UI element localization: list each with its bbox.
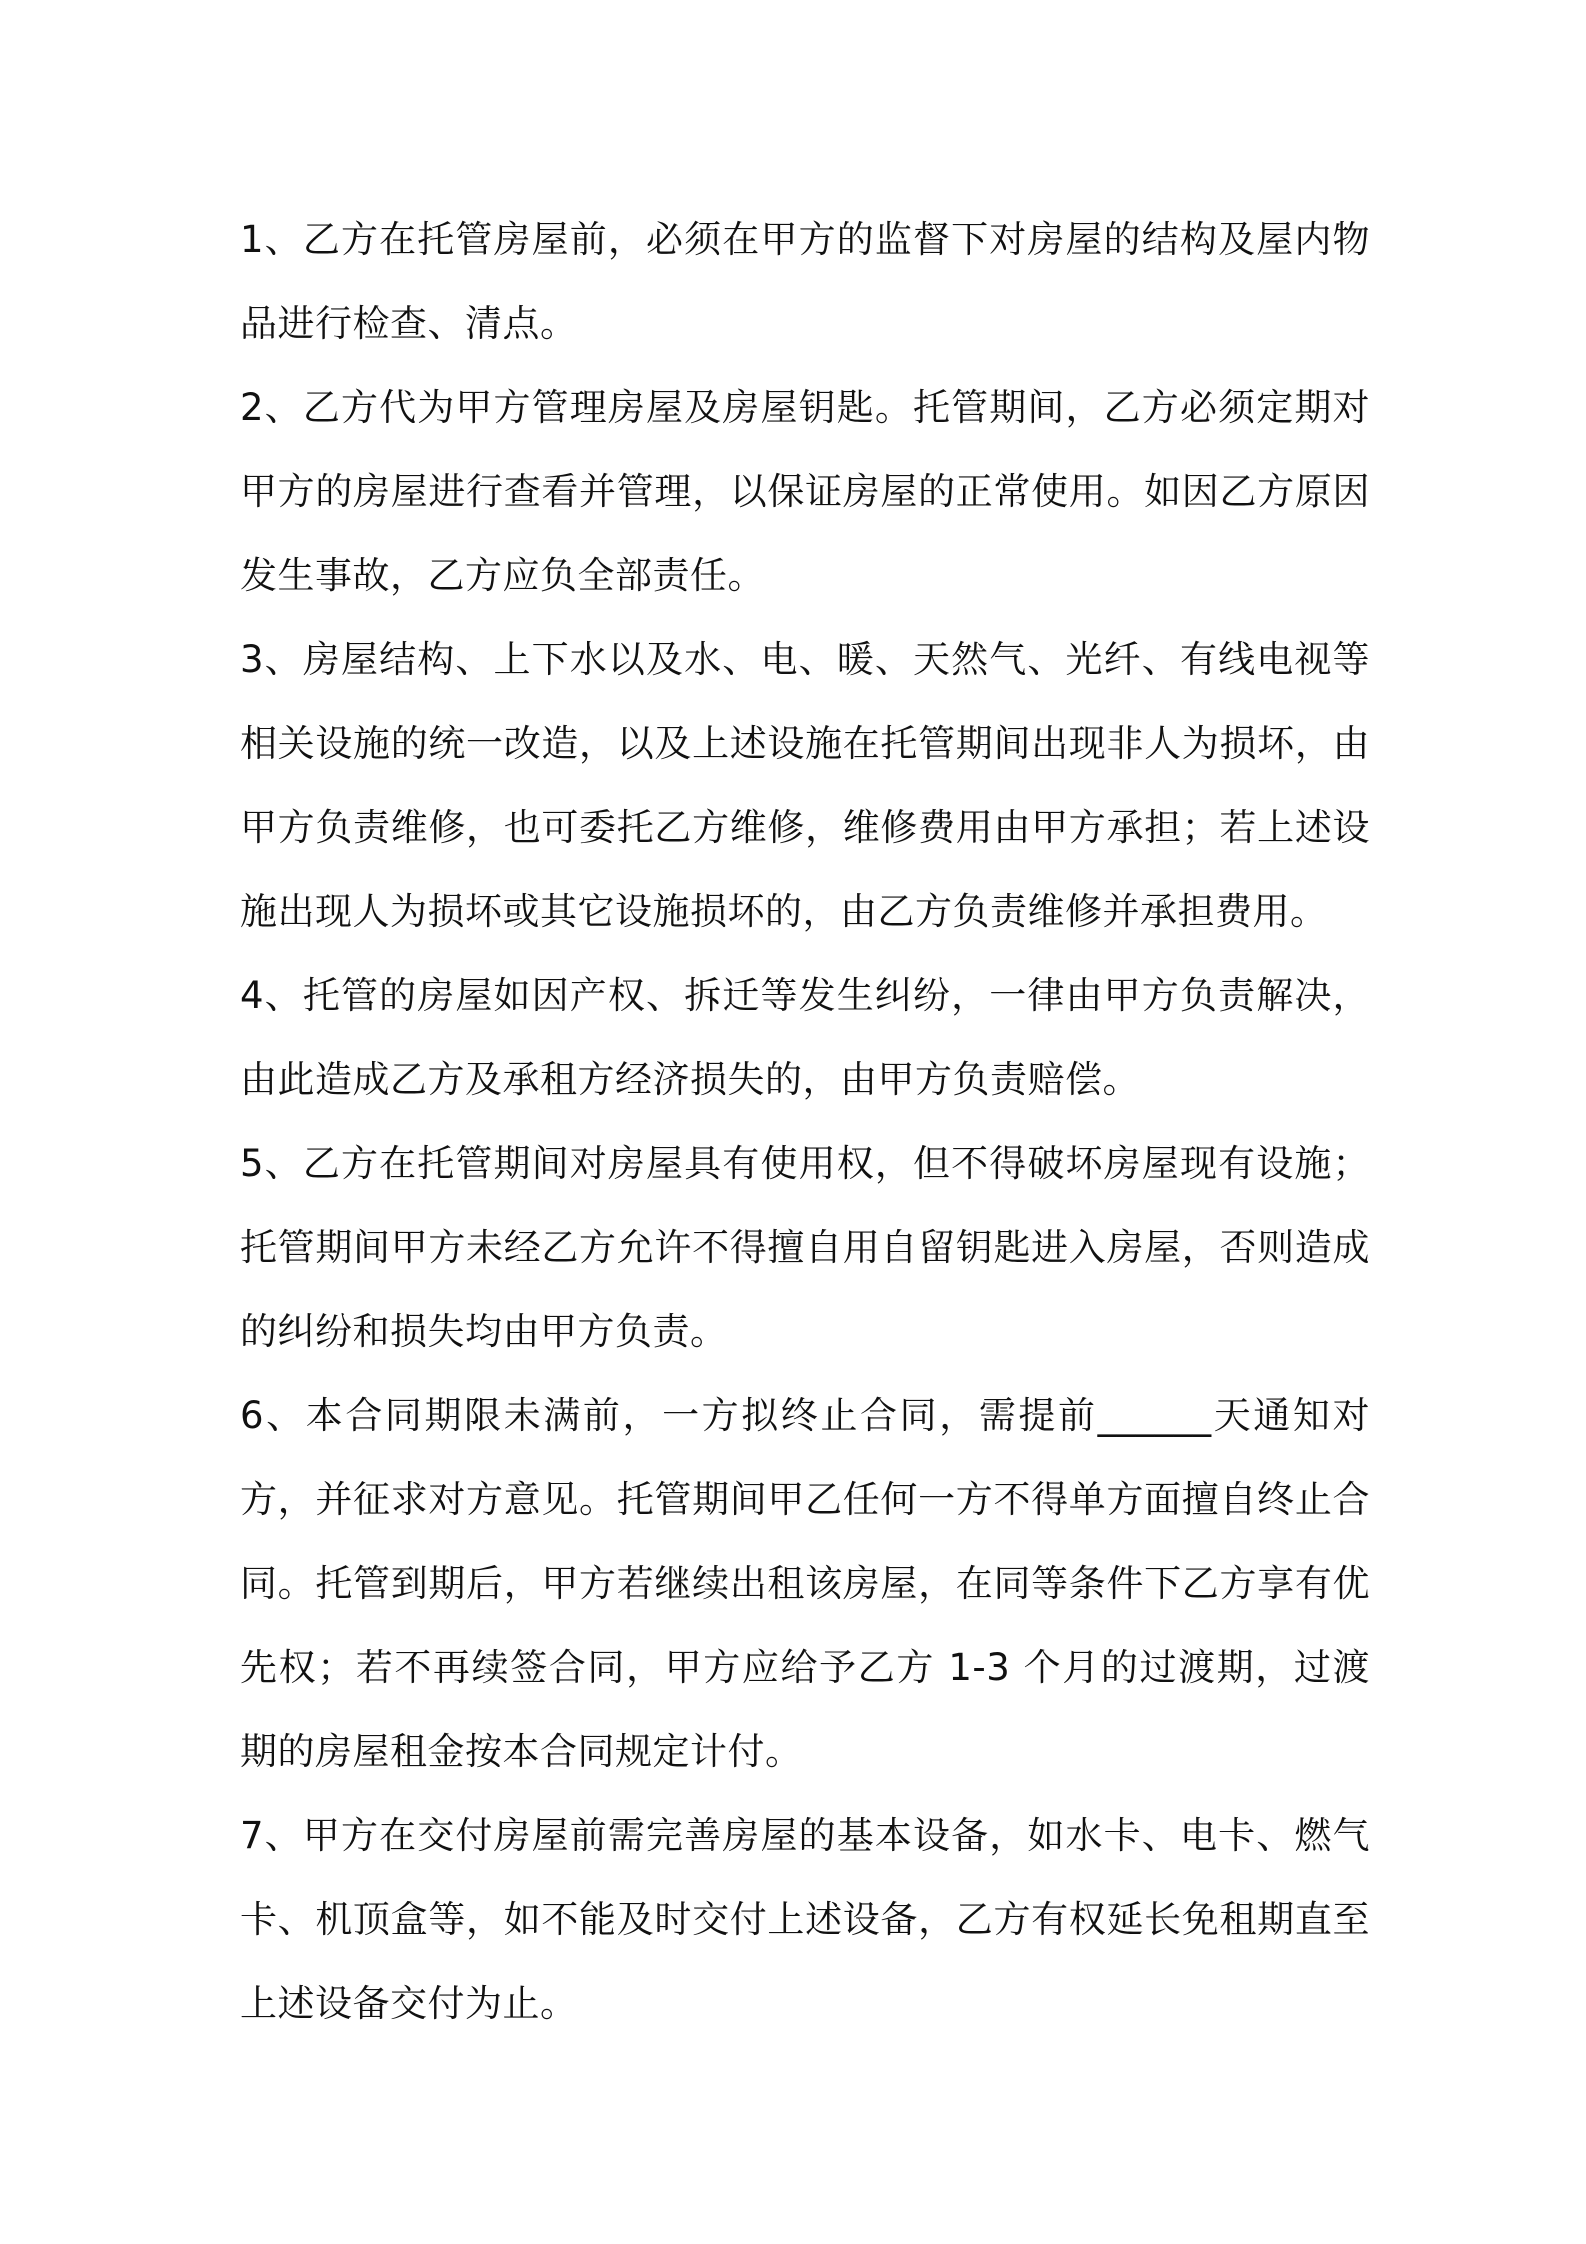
clause-1: 1、乙方在托管房屋前，必须在甲方的监督下对房屋的结构及屋内物品进行检查、清点。 [240,218,1370,345]
contract-clauses [240,198,1370,2046]
clause-4: 4、托管的房屋如因产权、拆迁等发生纠纷，一律由甲方负责解决，由此造成乙方及承租方经济损失的，由甲方负责赔偿。 [240,974,1370,1101]
clause-2: 2、乙方代为甲方管理房屋及房屋钥匙。托管期间，乙方必须定期对甲方的房屋进行查看并管理，以保证房屋的正常使用。如因乙方原因发生事故，乙方应负全部责任。 [240,386,1370,597]
clause-3: 3、房屋结构、上下水以及水、电、暖、天然气、光纤、有线电视等相关设施的统一改造，以及上述设施在托管期间出现非人为损坏，由甲方负责维修，也可委托乙方维修，维修费用由甲方承担；若上述设施出现人为损坏或其它设施损坏的，由乙方负责维修并承担费用。 [240,638,1370,933]
clause-6: 6、本合同期限未满前，一方拟终止合同，需提前______天通知对方，并征求对方意见。托管期间甲乙任何一方不得单方面擅自终止合同。托管到期后，甲方若继续出租该房屋，在同等条件下乙方享有优先权；若不再续签合同，甲方应给予乙方 1-3 个月的过渡期，过渡期的房屋租金按本合同规定计付。 [240,1394,1370,1773]
clause-5: 5、乙方在托管期间对房屋具有使用权，但不得破坏房屋现有设施；托管期间甲方未经乙方允许不得擅自用自留钥匙进入房屋，否则造成的纠纷和损失均由甲方负责。 [240,1142,1370,1353]
clause-7: 7、甲方在交付房屋前需完善房屋的基本设备，如水卡、电卡、燃气卡、机顶盒等，如不能及时交付上述设备，乙方有权延长免租期直至上述设备交付为止。 [240,1814,1370,2025]
